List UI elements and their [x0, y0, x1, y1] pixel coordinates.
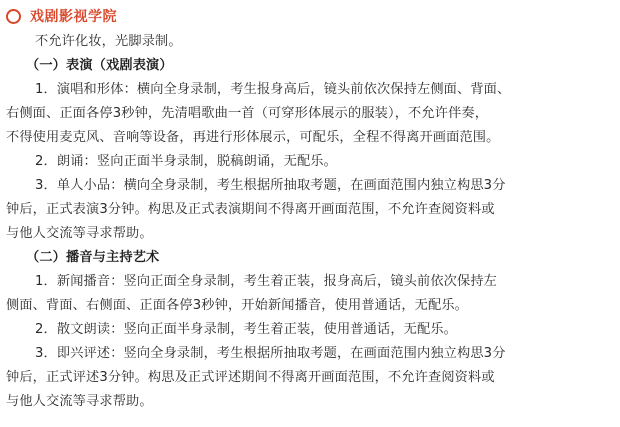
circle-bullet-icon: [6, 9, 21, 24]
part1-item1-line2: 右侧面、正面各停3秒钟，先清唱歌曲一首（可穿形体展示的服装），不允许伴奏，: [6, 106, 489, 121]
part2-title: （二）播音与主持艺术: [26, 250, 160, 265]
part1-item1-line3: 不得使用麦克风、音响等设备，再进行形体展示，可配乐，全程不得离开画面范围。: [6, 130, 500, 145]
part2-item3-line2: 钟后，正式评述3分钟。构思及正式评述期间不得离开画面范围，不允许查阅资料或: [6, 370, 495, 385]
part1-item1-line1: 1．演唱和形体：横向全身录制，考生报身高后，镜头前依次保持左侧面、背面、: [35, 82, 511, 97]
part1-item2-line1: 2．朗诵：竖向正面半身录制，脱稿朗诵，无配乐。: [35, 154, 337, 169]
part1-title: （一）表演（戏剧表演）: [26, 58, 173, 73]
part2-item3-line1: 3．即兴评述：竖向全身录制，考生根据所抽取考题，在画面范围内独立构思3分: [35, 346, 506, 361]
part1-item3-line3: 与他人交流等寻求帮助。: [6, 226, 153, 241]
part2-item2-line1: 2．散文朗读：竖向正面半身录制，考生着正装，使用普通话，无配乐。: [35, 322, 457, 337]
part1-item3-line1: 3．单人小品：横向全身录制，考生根据所抽取考题，在画面范围内独立构思3分: [35, 178, 506, 193]
section-title: 戏剧影视学院: [30, 9, 117, 25]
part2-item1-line2: 侧面、背面、右侧面、正面各停3秒钟，开始新闻播音，使用普通话，无配乐。: [6, 298, 469, 313]
intro-text: 不允许化妆，光脚录制。: [35, 34, 182, 49]
part2-item1-line1: 1．新闻播音：竖向正面全身录制，考生着正装，报身高后，镜头前依次保持左: [35, 274, 498, 289]
part2-item3-line3: 与他人交流等寻求帮助。: [6, 394, 153, 409]
part1-item3-line2: 钟后，正式表演3分钟。构思及正式表演期间不得离开画面范围，不允许查阅资料或: [6, 202, 495, 217]
section-heading: [6, 4, 117, 28]
